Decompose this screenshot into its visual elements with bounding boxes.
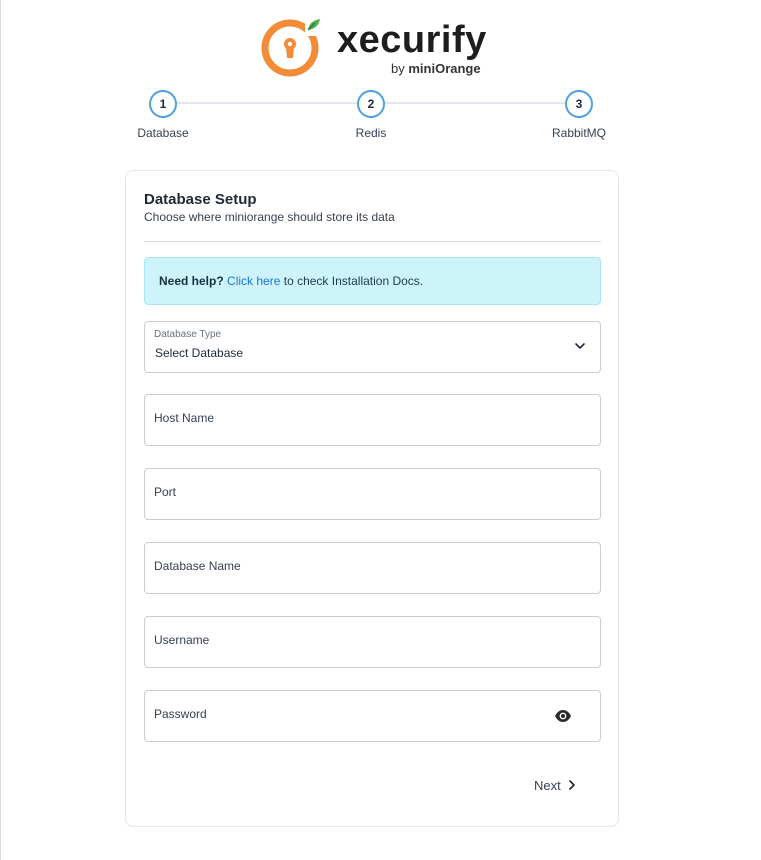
chevron-down-icon bbox=[574, 340, 586, 352]
database-type-label: Database Type bbox=[154, 329, 222, 340]
username-placeholder: Username bbox=[154, 633, 210, 647]
step-connector bbox=[177, 102, 357, 104]
card-title: Database Setup bbox=[144, 191, 257, 208]
step-connector bbox=[385, 102, 565, 104]
port-placeholder: Port bbox=[154, 485, 177, 499]
database-type-select[interactable] bbox=[144, 321, 601, 373]
step-1-label: Database bbox=[137, 126, 189, 140]
help-banner bbox=[144, 257, 601, 305]
database-type-value: Select Database bbox=[155, 346, 244, 360]
eye-icon[interactable] bbox=[554, 709, 572, 723]
help-prefix: Need help? bbox=[159, 274, 224, 288]
password-placeholder: Password bbox=[154, 707, 207, 721]
chevron-right-icon bbox=[567, 779, 577, 791]
step-3-indicator[interactable]: 3 bbox=[565, 90, 593, 118]
database-name-input[interactable] bbox=[144, 542, 601, 594]
setup-stepper bbox=[1, 88, 761, 148]
brand-logo bbox=[259, 14, 499, 82]
port-input[interactable] bbox=[144, 468, 601, 520]
byline-brand: miniOrange bbox=[408, 61, 481, 76]
next-button[interactable] bbox=[534, 775, 577, 795]
brand-byline bbox=[391, 61, 481, 76]
username-input[interactable] bbox=[144, 616, 601, 668]
host-name-input[interactable] bbox=[144, 394, 601, 446]
divider bbox=[144, 241, 601, 242]
keyhole-logo-icon bbox=[259, 14, 323, 78]
password-input[interactable] bbox=[144, 690, 601, 742]
help-suffix: to check Installation Docs. bbox=[283, 274, 424, 288]
brand-name: xecurify bbox=[337, 19, 487, 61]
installation-docs-link[interactable]: Click here bbox=[227, 274, 281, 288]
step-3-label: RabbitMQ bbox=[551, 126, 607, 140]
step-1-indicator[interactable]: 1 bbox=[149, 90, 177, 118]
database-setup-card bbox=[125, 170, 619, 827]
host-name-placeholder: Host Name bbox=[154, 411, 215, 425]
next-label: Next bbox=[534, 777, 561, 793]
step-2-label: Redis bbox=[355, 126, 387, 140]
database-name-placeholder: Database Name bbox=[154, 559, 241, 573]
byline-prefix: by bbox=[391, 61, 405, 76]
card-subtitle: Choose where miniorange should store its data bbox=[144, 210, 395, 224]
step-2-indicator[interactable]: 2 bbox=[357, 90, 385, 118]
